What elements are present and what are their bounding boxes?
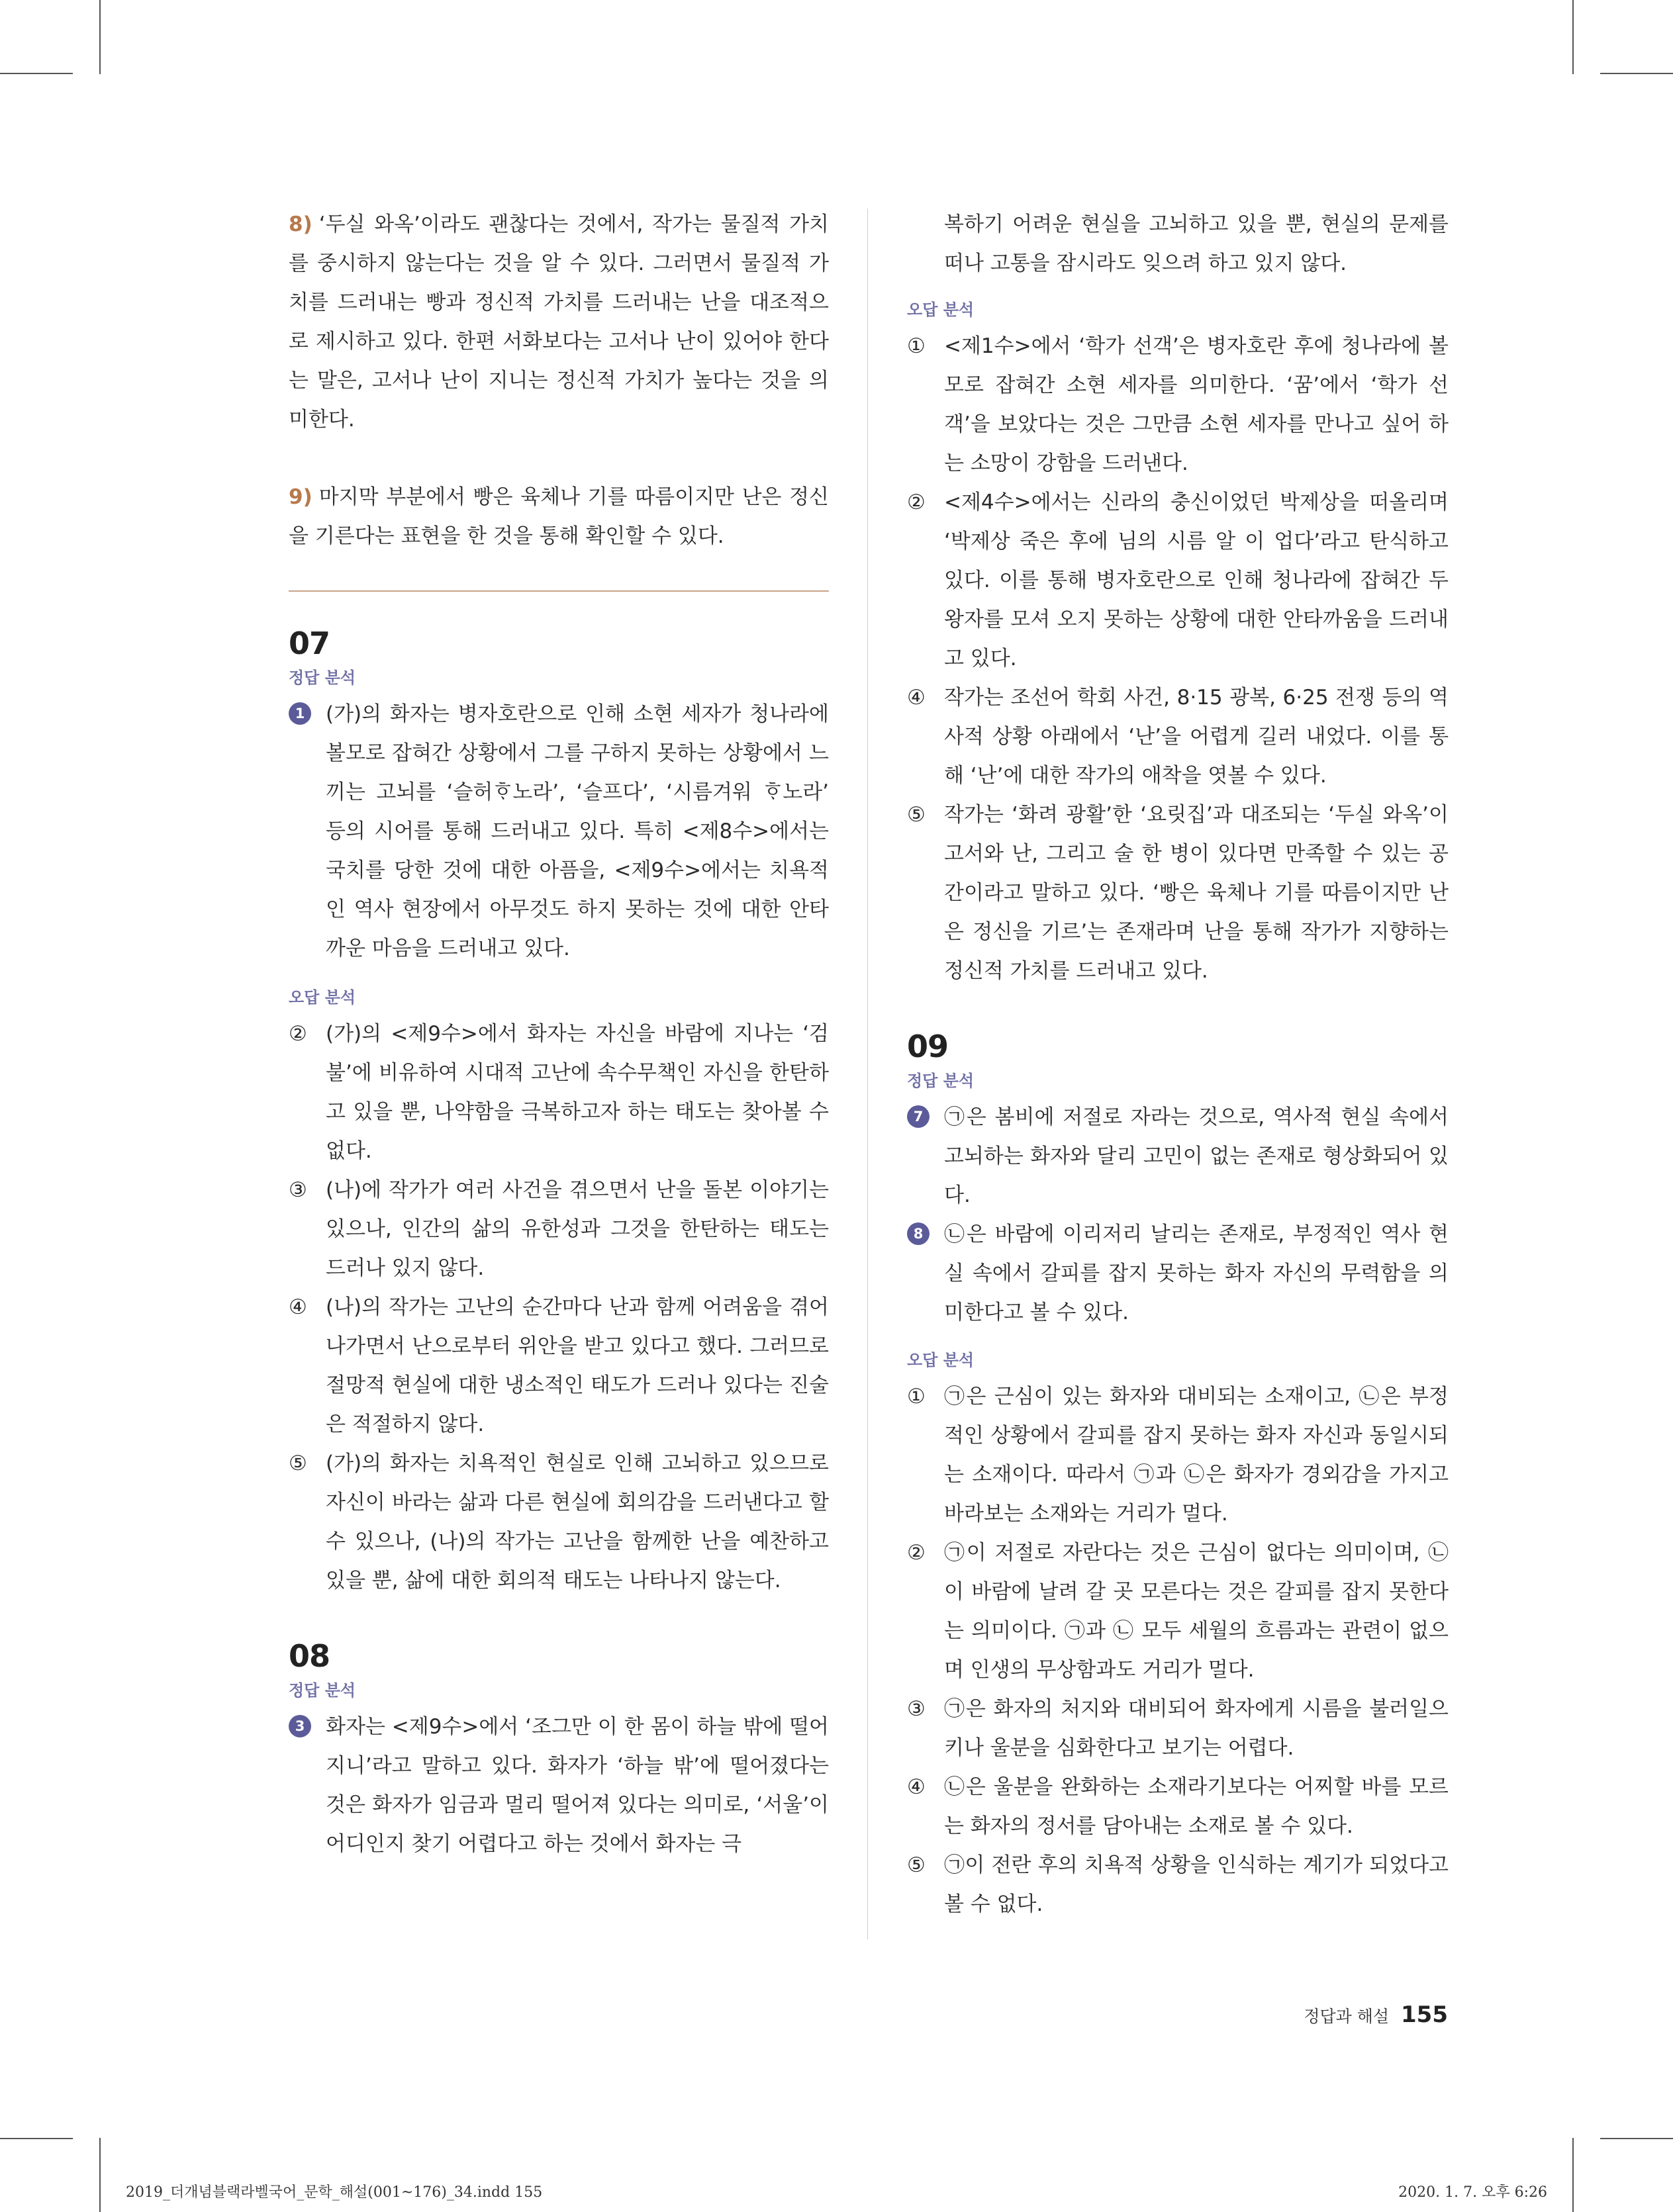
crop-mark xyxy=(99,2138,101,2212)
item-marker: ② xyxy=(907,490,926,514)
crop-mark xyxy=(0,2138,73,2139)
item-text: <제1수>에서 ‘학가 선객’은 병자호란 후에 청나라에 볼모로 잡혀간 소현 세자를 의미한다. ‘꿈’에서 ‘학가 선객’을 보았다는 것은 그만큼 소현 세자를 만나고 싶어 하는 소망이 강함을 드러낸다. xyxy=(944,334,1449,475)
answer-text: ㉡은 바람에 이리저리 날리는 존재로, 부정적인 역사 현실 속에서 갈피를 잡지 못하는 화자 자신의 무력함을 의미한다고 볼 수 있다. xyxy=(944,1222,1449,1324)
answer-analysis-label: 정답 분석 xyxy=(289,668,356,687)
wrong-item xyxy=(907,796,1449,991)
item-text: 작가는 ‘화려 광활’한 ‘요릿집’과 대조되는 ‘두실 와옥’이 고서와 난, 그리고 술 한 병이 있다면 만족할 수 있는 공간이라고 말하고 있다. ‘빵은 육체나 기를 따름이지만 난은 정신을 기르’는 존재라며 난을 통해 작가가 지향하는 정신적 가치를 드러내고 있다. xyxy=(944,803,1449,983)
item-text: (나)의 작가는 고난의 순간마다 난과 함께 어려움을 겪어 나가면서 난으로부터 위안을 받고 있다고 했다. 그러므로 절망적 현실에 대한 냉소적인 태도가 드러나 있다는 진술은 적절하지 않다. xyxy=(326,1295,829,1436)
item-marker: ① xyxy=(907,1385,926,1408)
wrong-item xyxy=(907,1690,1449,1768)
answer-item xyxy=(907,1215,1449,1332)
crop-mark xyxy=(1572,2138,1574,2212)
wrong-item xyxy=(289,1444,829,1600)
crop-mark xyxy=(1600,2138,1673,2139)
answer-text: ㉠은 봄비에 저절로 자라는 것으로, 역사적 현실 속에서 고뇌하는 화자와 달리 고민이 없는 존재로 형상화되어 있다. xyxy=(944,1105,1449,1207)
left-column xyxy=(289,205,829,1864)
question-number-08: 08 xyxy=(289,1638,330,1674)
item-text: ㉠이 저절로 자란다는 것은 근심이 없다는 의미이며, ㉡이 바람에 날려 갈 곳 모른다는 것은 갈피를 잡지 못한다는 의미이다. ㉠과 ㉡ 모두 세월의 흐름과는 관련이 없으며 인생의 무상함과도 거리가 멀다. xyxy=(944,1541,1449,1682)
question-number-09: 09 xyxy=(907,1029,949,1064)
wrong-item xyxy=(907,1377,1449,1534)
paragraph-text: ‘두실 와옥’이라도 괜찮다는 것에서, 작가는 물질적 가치를 중시하지 않는다는 것을 알 수 있다. 그러면서 물질적 가치를 드러내는 빵과 정신적 가치를 드러내는 난을 대조적으로 제시하고 있다. 한편 서화보다는 고서나 난이 있어야 한다는 말은, 고서나 난이 지니는 정신적 가치가 높다는 것을 의미한다. xyxy=(289,212,829,432)
item-text: <제4수>에서는 신라의 충신이었던 박제상을 떠올리며 ‘박제상 죽은 후에 님의 시름 알 이 업다’라고 탄식하고 있다. 이를 통해 병자호란으로 인해 청나라에 잡혀간 두 왕자를 모셔 오지 못하는 상황에 대한 안타까움을 드러내고 있다. xyxy=(944,490,1449,670)
wrong-analysis-label: 오답 분석 xyxy=(907,1351,975,1369)
item-text: 작가는 조선어 학회 사건, 8·15 광복, 6·25 전쟁 등의 역사적 상황 아래에서 ‘난’을 어렵게 길러 내었다. 이를 통해 ‘난’에 대한 작가의 애착을 엿볼 수 있다. xyxy=(944,686,1449,788)
answer-number-badge: 3 xyxy=(289,1715,311,1737)
crop-mark xyxy=(0,73,73,74)
wrong-item xyxy=(907,678,1449,796)
item-text: ㉠은 근심이 있는 화자와 대비되는 소재이고, ㉡은 부정적인 상황에서 갈피를 잡지 못하는 화자 자신과 동일시되는 소재이다. 따라서 ㉠과 ㉡은 화자가 경외감을 가지고 바라보는 소재와는 거리가 멀다. xyxy=(944,1385,1449,1526)
wrong-analysis-list xyxy=(907,1377,1449,1924)
answer-item xyxy=(907,1098,1449,1215)
wrong-analysis-label: 오답 분석 xyxy=(289,988,356,1007)
wrong-item xyxy=(907,1768,1449,1846)
paragraph-number: 8) xyxy=(289,212,312,236)
answer-number-badge: 7 xyxy=(907,1105,930,1128)
crop-mark xyxy=(99,0,101,74)
item-marker: ③ xyxy=(289,1178,307,1202)
answer-item xyxy=(289,695,829,968)
item-marker: ⑤ xyxy=(907,803,926,827)
crop-mark xyxy=(1572,0,1574,74)
item-marker: ④ xyxy=(289,1295,307,1319)
continued-text: 복하기 어려운 현실을 고뇌하고 있을 뿐, 현실의 문제를 떠나 고통을 잠시라도 잊으려 하고 있지 않다. xyxy=(944,212,1449,275)
wrong-item xyxy=(289,1288,829,1444)
paragraph-8 xyxy=(289,205,829,439)
footer-section-label: 정답과 해설 xyxy=(1304,2007,1390,2026)
crop-mark xyxy=(1600,73,1673,74)
answer-text: 화자는 <제9수>에서 ‘조그만 이 한 몸이 하늘 밖에 떨어지니’라고 말하고 있다. 화자가 ‘하늘 밖’에 떨어졌다는 것은 화자가 임금과 멀리 떨어져 있다는 의미로, ‘서울’이 어디인지 찾기 어렵다고 하는 것에서 화자는 극 xyxy=(326,1715,829,1856)
item-text: (가)의 <제9수>에서 화자는 자신을 바람에 지나는 ‘검불’에 비유하여 시대적 고난에 속수무책인 자신을 한탄하고 있을 뿐, 나약함을 극복하고자 하는 태도는 찾아볼 수 없다. xyxy=(326,1022,829,1163)
right-column xyxy=(907,205,1449,1924)
paragraph-number: 9) xyxy=(289,485,312,509)
wrong-analysis-list xyxy=(289,1015,829,1600)
answer-number-badge: 8 xyxy=(907,1222,930,1245)
item-marker: ⑤ xyxy=(289,1452,307,1475)
item-marker: ② xyxy=(907,1541,926,1565)
wrong-item xyxy=(289,1171,829,1288)
answer-analysis-label: 정답 분석 xyxy=(907,1072,975,1090)
section-rule xyxy=(289,590,829,592)
item-marker: ③ xyxy=(907,1697,926,1721)
answer-analysis-label: 정답 분석 xyxy=(289,1681,356,1700)
item-text: (가)의 화자는 치욕적인 현실로 인해 고뇌하고 있으므로 자신이 바라는 삶과 다른 현실에 회의감을 드러낸다고 할 수 있으나, (나)의 작가는 고난을 함께한 난을 예찬하고 있을 뿐, 삶에 대한 회의적 태도는 나타나지 않는다. xyxy=(326,1452,829,1592)
print-slug-timestamp: 2020. 1. 7. 오후 6:26 xyxy=(1398,2184,1547,2201)
answer-number-badge: 1 xyxy=(289,702,311,725)
wrong-analysis-list xyxy=(907,327,1449,991)
paragraph-text: 마지막 부분에서 빵은 육체나 기를 따름이지만 난은 정신을 기른다는 표현을 한 것을 통해 확인할 수 있다. xyxy=(289,485,829,548)
answer-text: (가)의 화자는 병자호란으로 인해 소현 세자가 청나라에 볼모로 잡혀간 상황에서 그를 구하지 못하는 상황에서 느끼는 고뇌를 ‘슬허ᄒᆞ노라’, ‘슬프다’, ‘시름겨워 ᄒᆞ노라’ 등의 시어를 통해 드러내고 있다. 특히 <제8수>에서는 국치를 당한 것에 대한 아픔을, <제9수>에서는 치욕적인 역사 현장에서 아무것도 하지 못하는 것에 대한 안타까운 마음을 드러내고 있다. xyxy=(326,702,829,960)
item-marker: ① xyxy=(907,334,926,358)
column-divider xyxy=(867,208,868,1939)
answer-item xyxy=(289,1708,829,1864)
wrong-item xyxy=(907,1846,1449,1924)
item-marker: ⑤ xyxy=(907,1853,926,1877)
item-marker: ② xyxy=(289,1022,307,1046)
wrong-item xyxy=(289,1015,829,1171)
page-number: 155 xyxy=(1401,2002,1448,2028)
item-marker: ④ xyxy=(907,686,926,710)
wrong-item xyxy=(907,1534,1449,1690)
item-text: ㉠이 전란 후의 치욕적 상황을 인식하는 계기가 되었다고 볼 수 없다. xyxy=(944,1853,1449,1916)
item-text: (나)에 작가가 여러 사건을 겪으면서 난을 돌본 이야기는 있으나, 인간의 삶의 유한성과 그것을 한탄하는 태도는 드러나 있지 않다. xyxy=(326,1178,829,1280)
question-number-07: 07 xyxy=(289,625,330,661)
wrong-analysis-label: 오답 분석 xyxy=(907,300,975,319)
item-text: ㉠은 화자의 처지와 대비되어 화자에게 시름을 불러일으키나 울분을 심화한다고 보기는 어렵다. xyxy=(944,1697,1449,1760)
wrong-item xyxy=(907,327,1449,483)
wrong-item xyxy=(907,483,1449,678)
paragraph-9 xyxy=(289,478,829,556)
item-text: ㉡은 울분을 완화하는 소재라기보다는 어찌할 바를 모르는 화자의 정서를 담아내는 소재로 볼 수 있다. xyxy=(944,1775,1449,1838)
print-slug-filename: 2019_더개념블랙라벨국어_문학_해설(001~176)_34.indd 155 xyxy=(126,2184,543,2201)
page-footer xyxy=(1304,2002,1448,2028)
item-marker: ④ xyxy=(907,1775,926,1799)
